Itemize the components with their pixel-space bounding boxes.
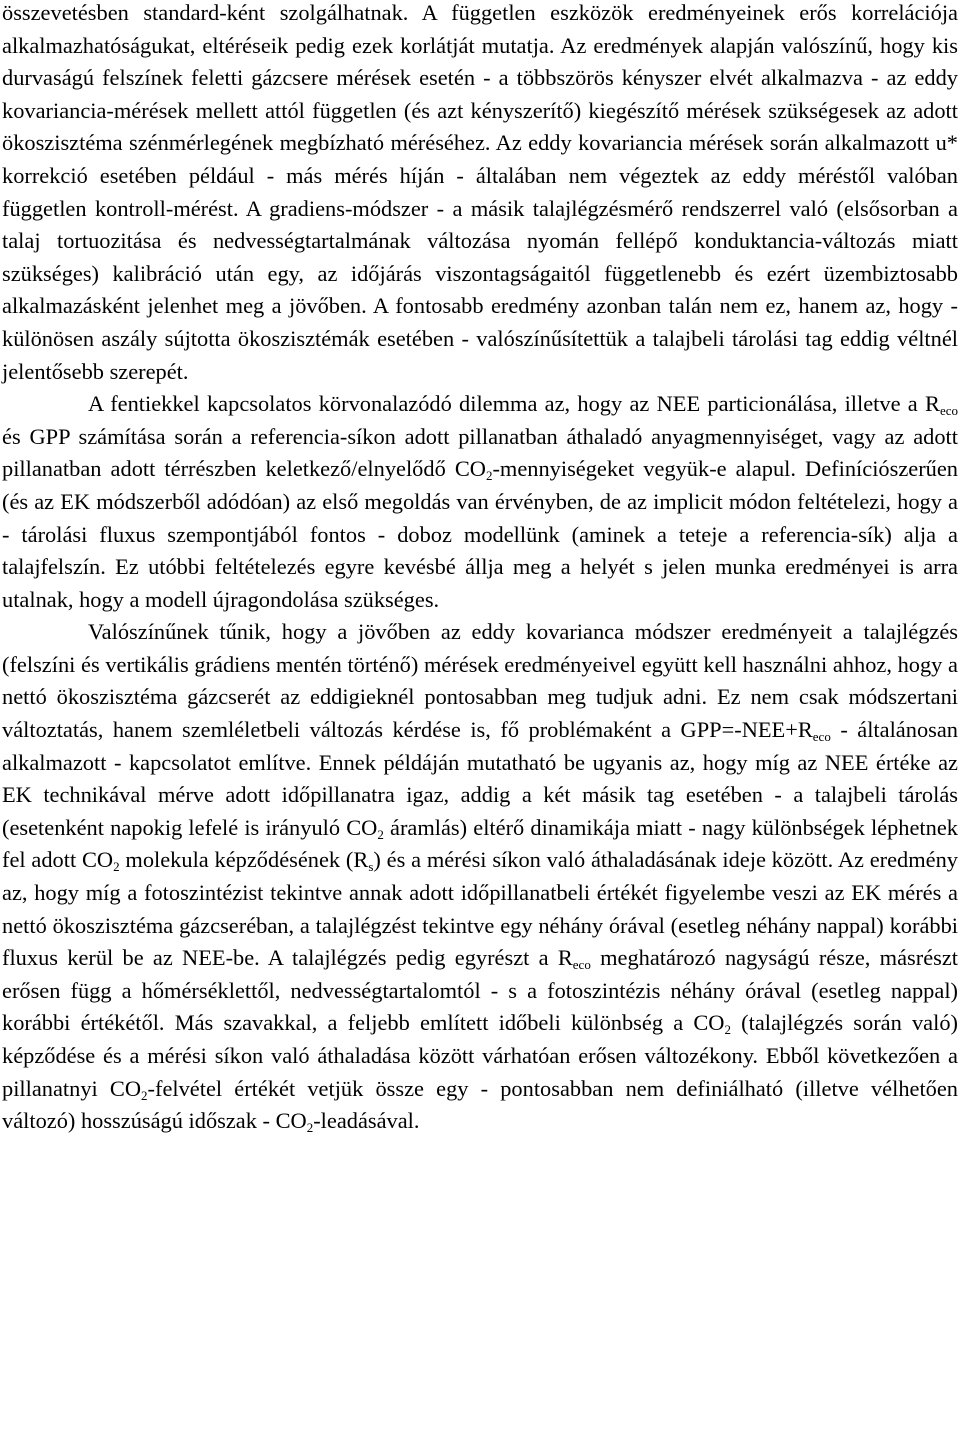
- paragraph-text: áramlás) eltérő dinamikája miatt - nagy különbségek léphetnek fel adott CO: [2, 814, 958, 873]
- paragraph-text: -mennyiségeket vegyük-e alapul. Definíciószerűen (és az EK módszerből adódóan) az első megoldás van érvényben, de az implicit módon feltételezi, hogy a - tárolási fluxus szempontjából fontos - doboz modellünk (aminek a teteje a referencia-sík) alja a talajfelszín. Ez utóbbi feltételezés egyre kevésbé állja meg a helyét s jelen munka eredményei is arra utalnak, hogy a modell újragondolása szükséges.: [2, 456, 958, 612]
- paragraph-text: -leadásával.: [313, 1108, 420, 1134]
- paragraph-text: és GPP számítása során a referencia-síkon adott pillanatban áthaladó anyagmennyiséget, vagy az adott pillanatban adott térrészben keletkező/elnyelődő CO: [2, 423, 958, 482]
- paragraph-1: [2, 0, 958, 388]
- subscript-text: 2: [724, 1022, 731, 1038]
- paragraph-text: (talajlégzés során való) képződése és a mérési síkon való áthaladása között várhatóan erősen változékony. Ebből következően a pillanatnyi CO: [2, 1010, 958, 1101]
- subscript-text: eco: [812, 729, 831, 745]
- subscript-text: 2: [141, 1087, 148, 1103]
- paragraph-text: Valószínűnek tűnik, hogy a jövőben az eddy kovarianca módszer eredményeit a talajlégzés (felszíni és vertikális grádiens mentén történő) mérések eredményeivel együtt kell használni ahhoz, hogy a nettó ökoszisztéma gázcserét az eddigieknél pontosabban meg tudjuk adni. Ez nem csak módszertani változtatás, hanem szemléletbeli változás kérdése is, fő problémaként a GPP=-NEE+R: [2, 619, 958, 743]
- paragraph-2: [2, 388, 958, 616]
- subscript-text: s: [368, 859, 374, 875]
- paragraph-text: összevetésben standard-ként szolgálhatnak. A független eszközök eredményeinek erős korrelációja alkalmazhatóságukat, eltéréseik pedig ezek korlátját mutatja. Az eredmények alapján valószínű, hogy kis durvaságú felszínek feletti gázcsere mérések esetén - a többszörös kényszer elvét alkalmazva - az eddy kovariancia-mérések mellett attól független (és azt kényszerítő) kiegészítő mérések szükségesek az adott ökoszisztéma szénmérlegének megbízható méréséhez. Az eddy kovariancia mérések során alkalmazott u* korrekció esetében például - más mérés híján - általában nem végeztek az eddy méréstől valóban független kontroll-mérést. A gradiens-módszer - a másik talajlégzésmérő rendszerrel való (elsősorban a talaj tortuozitása és nedvességtartalmának változása nyomán fellépő konduktancia-változás miatt szükséges) kalibráció után egy, az időjárás viszontagságaitól függetlenebb és ezért üzembiztosabb alkalmazásként jelenhet meg a jövőben. A fontosabb eredmény azonban talán nem ez, hanem az, hogy - különösen aszály sújtotta ökoszisztémák esetében - valószínűsítettük a talajbeli tárolási tag eddig véltnél jelentősebb szerepét.: [2, 0, 958, 384]
- paragraph-text: molekula képződésének (R: [119, 847, 369, 873]
- subscript-text: eco: [939, 403, 958, 419]
- subscript-text: 2: [113, 859, 120, 875]
- subscript-text: 2: [377, 826, 384, 842]
- paragraph-text: - általánosan alkalmazott - kapcsolatot említve. Ennek példáján mutatható be ugyanis az, hogy míg az NEE értéke az EK technikával mérve adott időpillanatra igaz, addig a két másik tag esetében - a talajbeli tárolás (esetenként napokig lefelé is irányuló CO: [2, 717, 958, 840]
- paragraph-text: meghatározó nagyságú része, másrészt erősen függ a hőmérséklettől, nedvességtartalomtól - s a fotoszintézis néhány órával (esetleg nappal) korábbi értékétől. Más szavakkal, a feljebb említett időbeli különbség a CO: [2, 945, 959, 1036]
- paragraph-text: A fentiekkel kapcsolatos körvonalazódó dilemma az, hogy az NEE particionálása, illetve a R: [88, 391, 940, 417]
- paragraph-3: [2, 616, 958, 1138]
- paragraph-text: ) és a mérési síkon való áthaladásának ideje között. Az eredmény az, hogy míg a fotoszintézist tekintve annak adott időpillanatbeli értékét figyelembe veszi az EK mérés a nettó ökoszisztéma gázcseréban, a talajlégzést tekintve egy néhány órával (esetleg néhány nappal) korábbi fluxus kerül be az NEE-be. A talajlégzés pedig egyrészt a R: [2, 847, 958, 971]
- subscript-text: 2: [306, 1120, 314, 1136]
- paragraph-text: -felvétel értékét vetjük össze egy - pontosabban nem definiálható (illetve vélhetően változó) hosszúságú időszak - CO: [2, 1075, 958, 1134]
- subscript-text: eco: [572, 957, 591, 973]
- subscript-text: 2: [485, 468, 493, 484]
